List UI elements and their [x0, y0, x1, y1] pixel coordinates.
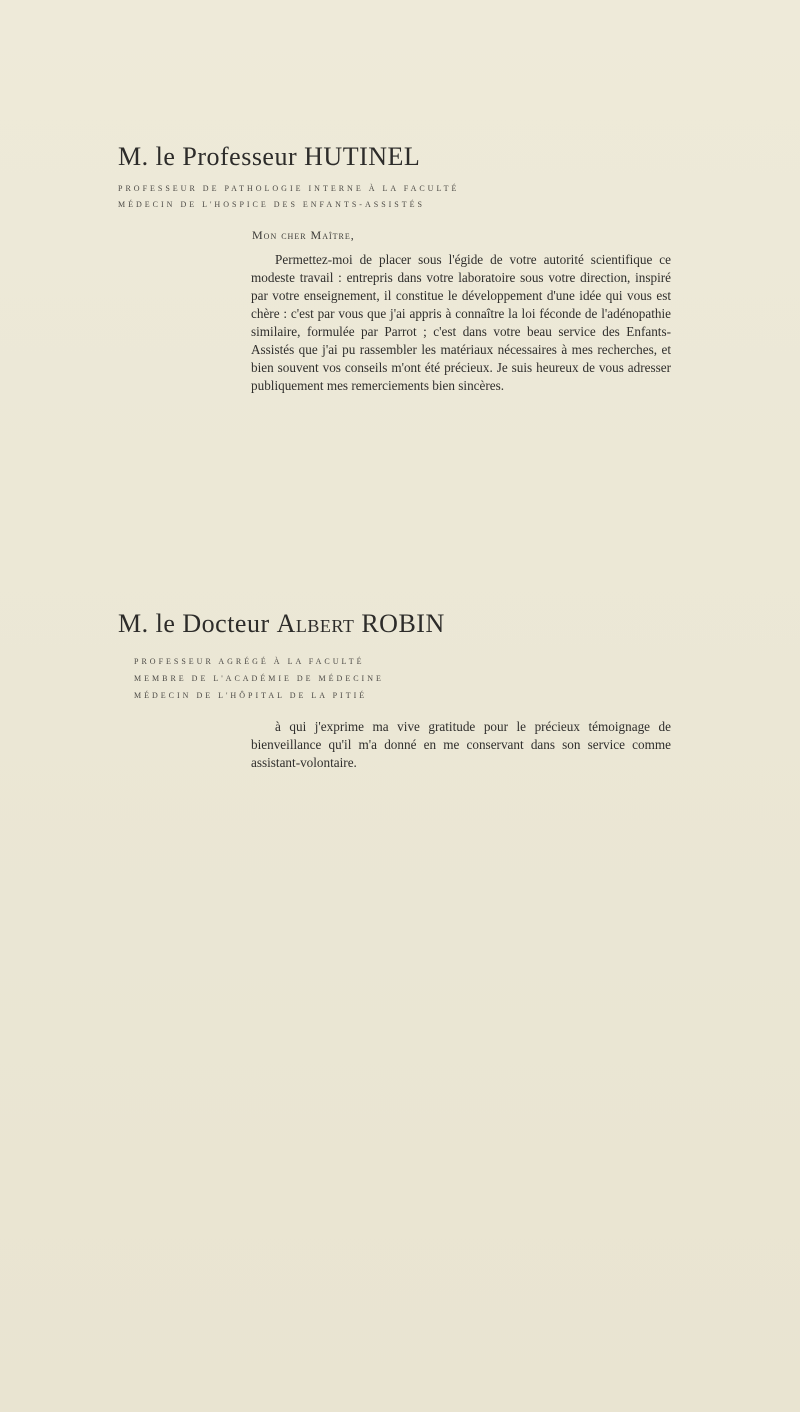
name-firstname: Albert: [276, 609, 355, 638]
name-surname: ROBIN: [361, 609, 445, 638]
dedication-heading: [118, 142, 678, 172]
title-line: MEMBRE DE L'ACADÉMIE DE MÉDECINE: [134, 674, 384, 683]
titles-block: [134, 653, 678, 704]
titles-block: [118, 181, 678, 213]
name-surname: HUTINEL: [304, 142, 421, 171]
dedication-heading: [118, 609, 678, 639]
name-prefix: M. le Docteur: [118, 609, 277, 638]
dedication-hutinel: [118, 142, 678, 395]
dedication-body: Permettez-moi de placer sous l'égide de votre autorité scientifique ce modeste travail : entrepris dans votre laboratoire sous votre direction, inspiré par votre enseignement, il constitue le développement d'une idée qui vous est chère : c'est par vous que j'ai appris à connaître la loi féconde de l'adénopathie similaire, formulée par Parrot ; c'est dans votre beau service des Enfants-Assistés que j'ai pu rassembler les matériaux nécessaires à mes recherches, et bien souvent vos conseils m'ont été précieux. Je suis heureux de vous adresser publiquement mes remerciements bien sincères.: [251, 252, 671, 393]
dedication-body: à qui j'exprime ma vive gratitude pour le précieux témoignage de bienveillance qu'il m'a donné en me conservant dans son service comme assistant-volontaire.: [251, 719, 671, 770]
title-line: MÉDECIN DE L'HÔPITAL DE LA PITIÉ: [134, 691, 368, 700]
name-prefix: M. le Professeur: [118, 142, 305, 171]
title-line: PROFESSEUR AGRÉGÉ À LA FACULTÉ: [134, 657, 365, 666]
dedication-robin: [118, 609, 678, 772]
title-line: PROFESSEUR DE PATHOLOGIE INTERNE À LA FACULTÉ: [118, 184, 460, 193]
title-line: MÉDECIN DE L'HOSPICE DES ENFANTS-ASSISTÉS: [118, 200, 425, 209]
salutation: Mon cher Maître,: [252, 228, 355, 242]
